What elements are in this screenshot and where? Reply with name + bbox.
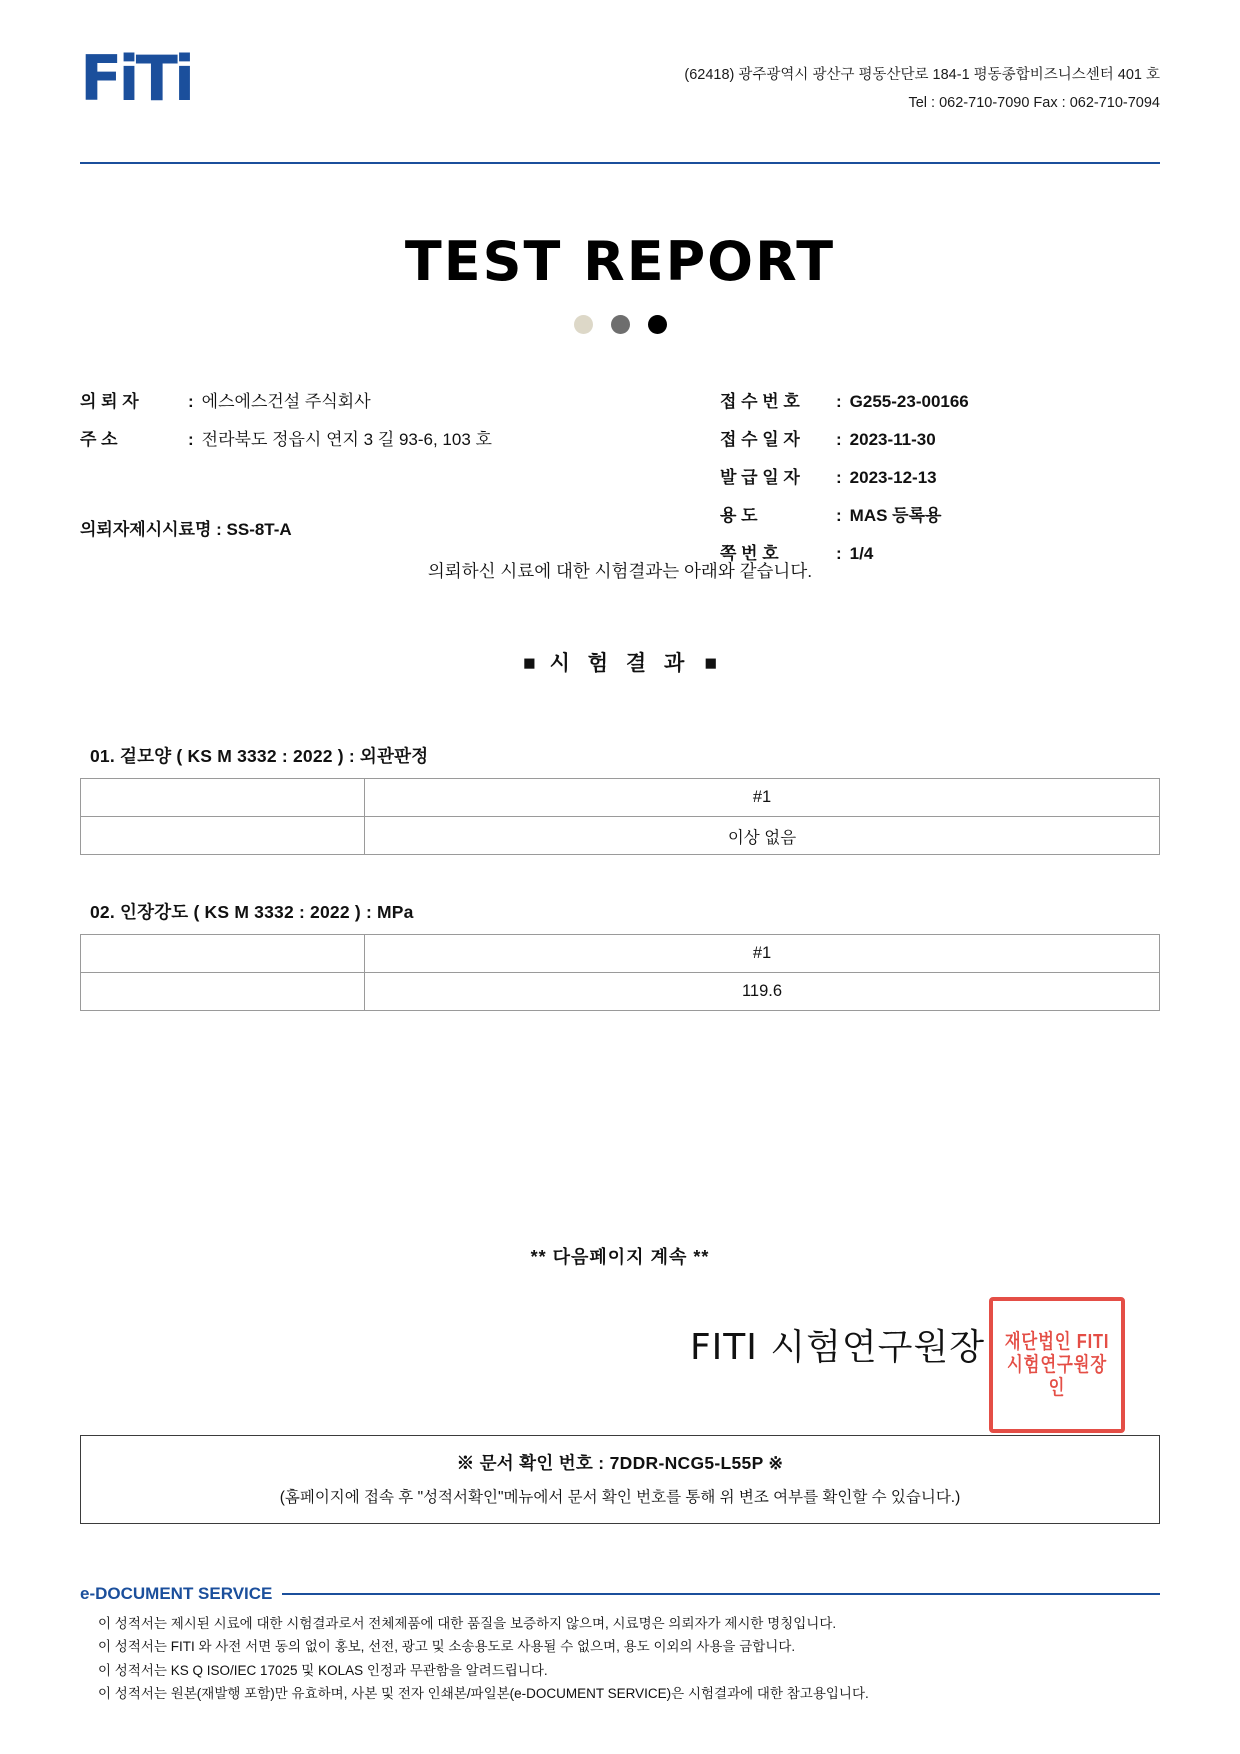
test-title-01: 01. 겉모양 ( KS M 3332 : 2022 ) : 외관판정 [90, 746, 429, 766]
meta-colon: : [836, 544, 842, 563]
table-cell-value: 이상 없음 [365, 817, 1160, 855]
test-title-02: 02. 인장강도 ( KS M 3332 : 2022 ) : MPa [90, 902, 414, 922]
test-block-02 [80, 899, 1160, 1011]
table-cell-column-header: #1 [365, 779, 1160, 817]
meta-row-receipt-no [720, 387, 1120, 412]
meta-colon: : [216, 520, 227, 539]
meta-value-receipt-date: 2023-11-30 [849, 430, 936, 449]
table-cell-blank [81, 935, 365, 973]
meta-colon: : [836, 506, 842, 525]
official-seal-stamp [989, 1297, 1125, 1433]
meta-value-receipt-no: G255-23-00166 [849, 392, 969, 411]
meta-row-client [80, 387, 680, 412]
meta-row-purpose [720, 501, 1120, 526]
meta-row-issue-date [720, 463, 1120, 488]
report-meta [80, 387, 1160, 563]
table-cell-value: 119.6 [365, 973, 1160, 1011]
address-line-1: (62418) 광주광역시 광산구 평동산단로 184-1 평동종합비즈니스센터 401 호 [684, 67, 1160, 83]
meta-value-page-no: 1/4 [849, 544, 874, 563]
table-row-header [81, 935, 1160, 973]
fiti-logo: FiTi [80, 42, 192, 115]
meta-row-receipt-date [720, 425, 1120, 450]
signature-area [80, 1297, 1160, 1417]
meta-colon: : [836, 392, 842, 411]
table-cell-blank [81, 779, 365, 817]
meta-value-address: 전라북도 정읍시 연지 3 길 93-6, 103 호 [201, 430, 492, 449]
result-table-01 [80, 778, 1160, 855]
meta-value-purpose: MAS 등록용 [849, 506, 942, 525]
meta-value-client: 에스에스건설 주식회사 [201, 392, 371, 411]
meta-row-address [80, 425, 680, 450]
meta-colon: : [836, 430, 842, 449]
meta-row-page-no [720, 539, 1120, 564]
footer-notes [80, 1612, 1160, 1707]
dot-icon-light [574, 315, 593, 334]
signature-text: FITI 시험연구원장 [689, 1327, 985, 1368]
results-section-heading [80, 647, 1160, 677]
meta-label-purpose: 용 도 [720, 506, 758, 525]
footer-heading [80, 1584, 1160, 1604]
verification-number: ※ 문서 확인 번호 : 7DDR-NCG5-L55P ※ [456, 1453, 784, 1473]
meta-label-page-no: 쪽 번 호 [720, 544, 779, 563]
continued-notice: ** 다음페이지 계속 ** [530, 1247, 710, 1267]
meta-left-column [80, 387, 680, 463]
result-table-02 [80, 934, 1160, 1011]
table-cell-column-header: #1 [365, 935, 1160, 973]
table-row [81, 817, 1160, 855]
table-cell-blank [81, 973, 365, 1011]
results-heading-text: 시 험 결 과 [549, 652, 691, 675]
footer-note: 이 성적서는 KS Q ISO/IEC 17025 및 KOLAS 인정과 무관함을 알려드립니다. [98, 1662, 548, 1678]
decorative-dots [80, 315, 1160, 339]
meta-label-client: 의 뢰 자 [80, 392, 139, 411]
meta-value-issue-date: 2023-12-13 [849, 468, 937, 487]
address-line-2: Tel : 062-710-7090 Fax : 062-710-7094 [908, 94, 1160, 111]
test-block-01 [80, 743, 1160, 855]
verification-instruction: (홈페이지에 접속 후 "성적서확인"메뉴에서 문서 확인 번호를 통해 위 변조 여부를 확인할 수 있습니다.) [279, 1489, 961, 1506]
document-verification-box [80, 1435, 1160, 1524]
meta-colon: : [188, 430, 194, 449]
page-header [80, 0, 1160, 150]
footer-divider [282, 1593, 1160, 1595]
square-marker-icon-right: ■ [704, 652, 718, 675]
meta-label-sample-name: 의뢰자제시시료명 [80, 520, 212, 539]
square-marker-icon-left: ■ [522, 652, 536, 675]
page-footer [80, 1584, 1160, 1707]
footer-title: e-DOCUMENT SERVICE [80, 1583, 273, 1603]
meta-right-column [720, 387, 1120, 577]
meta-label-issue-date: 발 급 일 자 [720, 468, 800, 487]
dot-icon-gray [611, 315, 630, 334]
stamp-text: 재단법인 FITI 시험연구원장인 [1004, 1330, 1110, 1399]
header-divider [80, 162, 1160, 164]
meta-label-receipt-date: 접 수 일 자 [720, 430, 800, 449]
meta-label-address: 주 소 [80, 430, 118, 449]
table-cell-blank [81, 817, 365, 855]
dot-icon-black [648, 315, 667, 334]
footer-note: 이 성적서는 원본(재발행 포함)만 유효하며, 사본 및 전자 인쇄본/파일본(e-DOCUMENT SERVICE)은 시험결과에 대한 참고용입니다. [98, 1686, 869, 1702]
meta-row-sample-name [80, 515, 292, 540]
page-title: TEST REPORT [404, 230, 836, 293]
table-row [81, 973, 1160, 1011]
result-notice: 의뢰하신 시료에 대한 시험결과는 아래와 같습니다. [427, 561, 813, 581]
table-row-header [81, 779, 1160, 817]
footer-note: 이 성적서는 FITI 와 사전 서면 동의 없이 홍보, 선전, 광고 및 소송용도로 사용될 수 없으며, 용도 이외의 사용을 금합니다. [98, 1639, 796, 1655]
company-address [80, 40, 1160, 117]
meta-colon: : [836, 468, 842, 487]
footer-note: 이 성적서는 제시된 시료에 대한 시험결과로서 전체제품에 대한 품질을 보증하지 않으며, 시료명은 의뢰자가 제시한 명칭입니다. [98, 1615, 837, 1631]
meta-label-receipt-no: 접 수 번 호 [720, 392, 800, 411]
meta-value-sample-name: SS-8T-A [226, 520, 292, 539]
meta-colon: : [188, 392, 194, 411]
